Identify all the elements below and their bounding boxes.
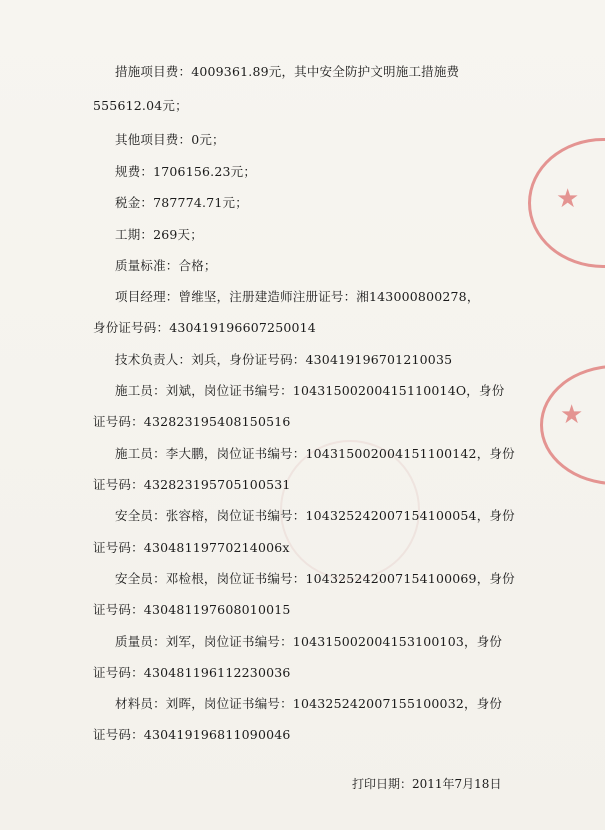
quality-standard-line: 质量标准：合格； [115, 258, 217, 273]
measure-fee-line: 措施项目费：4009361.89元，其中安全防护文明施工措施费 [115, 64, 460, 79]
safety-officer-2-id-line: 证号码：430481197608010015 [93, 602, 291, 617]
project-manager-id-line: 身份证号码：430419196607250014 [93, 320, 316, 335]
print-date: 打印日期：2011年7月18日 [352, 777, 502, 791]
constructor-1-id-line: 证号码：432823195408150516 [93, 414, 291, 429]
seal-star-icon-top: ★ [556, 184, 580, 214]
quality-officer-id-line: 证号码：430481196112230036 [93, 665, 291, 680]
safety-officer-1-id-line: 证号码：43048119770214006x [93, 540, 290, 555]
constructor-2-id-line: 证号码：432823195705100531 [93, 477, 291, 492]
safety-officer-1-line: 安全员：张容榕，岗位证书编号：104325242007154100054，身份 [115, 508, 515, 523]
measure-fee-continuation: 555612.04元； [93, 98, 188, 113]
duration-line: 工期：269天； [115, 227, 203, 242]
constructor-1-line: 施工员：刘斌，岗位证书编号：10431500200415110014O，身份 [115, 383, 505, 398]
regulation-fee-line: 规费：1706156.23元； [115, 164, 257, 179]
tech-lead-line: 技术负责人：刘兵，身份证号码：430419196701210035 [115, 352, 453, 367]
tax-line: 税金：787774.71元； [115, 195, 248, 210]
safety-officer-2-line: 安全员：邓检根，岗位证书编号：104325242007154100069，身份 [115, 571, 515, 586]
seal-star-icon-middle: ★ [560, 400, 584, 430]
quality-officer-line: 质量员：刘军，岗位证书编号：104315002004153100103，身份 [115, 634, 503, 649]
material-officer-id-line: 证号码：430419196811090046 [93, 727, 291, 742]
project-manager-line: 项目经理：曾维坚，注册建造师注册证号：湘143000800278， [115, 289, 480, 304]
other-fee-line: 其他项目费：0元； [115, 132, 225, 147]
material-officer-line: 材料员：刘晖，岗位证书编号：104325242007155100032，身份 [115, 696, 503, 711]
constructor-2-line: 施工员：李大鹏，岗位证书编号：104315002004151100142，身份 [115, 446, 515, 461]
